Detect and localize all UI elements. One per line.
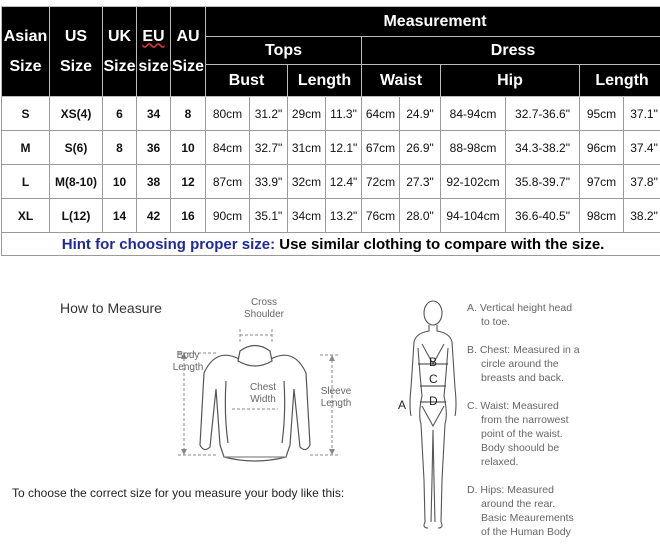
cell-hip-in: 34.3-38.2" xyxy=(506,131,580,165)
cell-asian: S xyxy=(2,97,50,131)
note-d: D. Hips: Measured around the rear. Basic Meaurements of the Human Body xyxy=(467,484,574,538)
note-a: A. Vertical height head to toe. xyxy=(467,302,573,328)
cell-dress-length-cm: 97cm xyxy=(580,165,624,199)
cell-tops-length-cm: 29cm xyxy=(288,97,326,131)
cell-bust-in: 32.7" xyxy=(250,131,288,165)
header-measurement: Measurement xyxy=(206,7,660,37)
cell-waist-cm: 64cm xyxy=(362,97,400,131)
cell-dress-length-cm: 96cm xyxy=(580,131,624,165)
cell-hip-cm: 84-94cm xyxy=(441,97,506,131)
cell-uk: 10 xyxy=(103,165,137,199)
cell-hip-cm: 94-104cm xyxy=(441,199,506,233)
cell-tops-length-in: 11.3" xyxy=(326,97,362,131)
cell-hip-in: 35.8-39.7" xyxy=(506,165,580,199)
cell-au: 12 xyxy=(171,165,206,199)
sleeve-length-label: Sleeve Length xyxy=(320,386,352,409)
cell-dress-length-cm: 95cm xyxy=(580,97,624,131)
cell-waist-cm: 76cm xyxy=(362,199,400,233)
note-b: B. Chest: Measured in a circle around the breasts and back. xyxy=(467,344,580,384)
table-row xyxy=(2,165,660,199)
cell-bust-cm: 87cm xyxy=(206,165,250,199)
cell-waist-cm: 67cm xyxy=(362,131,400,165)
how-to-measure-title: How to Measure xyxy=(60,300,162,316)
how-to-measure-section xyxy=(0,280,660,545)
cell-hip-in: 36.6-40.5" xyxy=(506,199,580,233)
header-eu-size: EU size xyxy=(137,7,171,97)
cell-waist-in: 27.3" xyxy=(400,165,441,199)
table-row xyxy=(2,199,660,233)
cell-asian: M xyxy=(2,131,50,165)
cell-us: S(6) xyxy=(50,131,103,165)
cell-tops-length-in: 12.1" xyxy=(326,131,362,165)
cell-dress-length-cm: 98cm xyxy=(580,199,624,233)
cell-waist-in: 24.9" xyxy=(400,97,441,131)
cell-us: L(12) xyxy=(50,199,103,233)
cell-eu: 36 xyxy=(137,131,171,165)
body-figure xyxy=(408,296,458,536)
marker-b: B xyxy=(429,355,438,369)
cell-dress-length-in: 37.1" xyxy=(624,97,660,131)
header-hip: Hip xyxy=(441,65,580,97)
header-uk-size: UK Size xyxy=(103,7,137,97)
body-length-label: Body Length xyxy=(172,350,204,373)
cell-asian: L xyxy=(2,165,50,199)
cell-us: M(8-10) xyxy=(50,165,103,199)
cell-hip-cm: 92-102cm xyxy=(441,165,506,199)
cell-bust-cm: 80cm xyxy=(206,97,250,131)
cell-eu: 42 xyxy=(137,199,171,233)
size-chart-table xyxy=(1,6,660,256)
cell-bust-in: 33.9" xyxy=(250,165,288,199)
cell-uk: 6 xyxy=(103,97,137,131)
header-tops: Tops xyxy=(206,37,362,65)
cell-hip-cm: 88-98cm xyxy=(441,131,506,165)
cell-bust-cm: 90cm xyxy=(206,199,250,233)
marker-d: D xyxy=(429,394,438,408)
hint-text: Use similar clothing to compare with the size. xyxy=(275,235,605,253)
header-waist: Waist xyxy=(362,65,441,97)
cell-us: XS(4) xyxy=(50,97,103,131)
cell-waist-in: 26.9" xyxy=(400,131,441,165)
chest-width-label: Chest Width xyxy=(249,382,277,405)
marker-a: A xyxy=(398,398,407,412)
table-row xyxy=(2,97,660,131)
cell-waist-in: 28.0" xyxy=(400,199,441,233)
cross-shoulder-label: Cross Shoulder xyxy=(243,297,285,320)
cell-tops-length-cm: 34cm xyxy=(288,199,326,233)
header-dress-length: Length xyxy=(580,65,660,97)
cell-dress-length-in: 38.2" xyxy=(624,199,660,233)
header-bust: Bust xyxy=(206,65,288,97)
cell-au: 16 xyxy=(171,199,206,233)
header-au-size: AU Size xyxy=(171,7,206,97)
cell-eu: 38 xyxy=(137,165,171,199)
table-row xyxy=(2,131,660,165)
cell-bust-cm: 84cm xyxy=(206,131,250,165)
hint-row xyxy=(2,233,660,256)
cell-dress-length-in: 37.8" xyxy=(624,165,660,199)
cell-bust-in: 35.1" xyxy=(250,199,288,233)
cell-eu: 34 xyxy=(137,97,171,131)
cell-hip-in: 32.7-36.6" xyxy=(506,97,580,131)
cell-au: 10 xyxy=(171,131,206,165)
header-asian-size: Asian Size xyxy=(2,7,50,97)
cell-uk: 14 xyxy=(103,199,137,233)
instruction-text: To choose the correct size for you measure your body like this: xyxy=(12,486,345,500)
cell-uk: 8 xyxy=(103,131,137,165)
header-us-size: US Size xyxy=(50,7,103,97)
cell-bust-in: 31.2" xyxy=(250,97,288,131)
hint-label: Hint for choosing proper size: xyxy=(61,235,276,253)
header-tops-length: Length xyxy=(288,65,362,97)
cell-tops-length-in: 12.4" xyxy=(326,165,362,199)
note-c: C. Waist: Measured from the narrowest point of the waist. Body shoould be relaxed. xyxy=(467,400,569,468)
cell-dress-length-in: 37.4" xyxy=(624,131,660,165)
cell-tops-length-in: 13.2" xyxy=(326,199,362,233)
header-dress: Dress xyxy=(362,37,660,65)
cell-tops-length-cm: 31cm xyxy=(288,131,326,165)
cell-waist-cm: 72cm xyxy=(362,165,400,199)
cell-au: 8 xyxy=(171,97,206,131)
cell-asian: XL xyxy=(2,199,50,233)
marker-c: C xyxy=(429,372,438,386)
cell-tops-length-cm: 32cm xyxy=(288,165,326,199)
